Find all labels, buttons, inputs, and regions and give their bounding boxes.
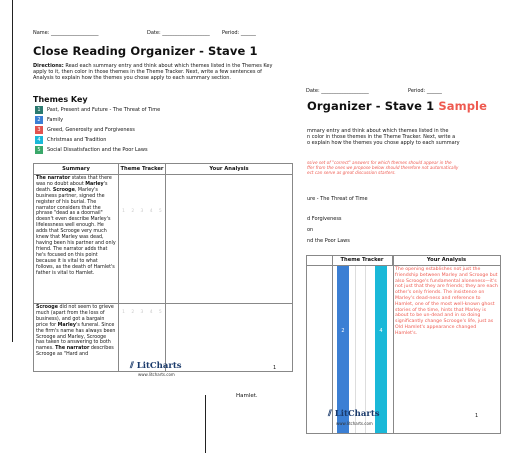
right-header-analysis: Your Analysis	[426, 257, 467, 263]
left-document-page	[27, 27, 299, 379]
sample-label: Sample	[438, 99, 487, 113]
right-theme-fragment-1: ure - The Threat of Time	[307, 196, 368, 202]
right-header-date: Date: ___________________	[306, 88, 369, 94]
analysis-cell[interactable]	[166, 304, 293, 372]
summary-cell	[34, 175, 119, 304]
right-litcharts-url: www.litcharts.com	[336, 421, 373, 426]
left-page-title: Close Reading Organizer - Stave 1	[33, 44, 258, 58]
theme-swatch-3: 3	[35, 126, 43, 134]
tracker-numbers: 1 2 3 4 5	[122, 310, 162, 315]
right-theme-fragment-5: nd the Poor Laws	[307, 238, 350, 244]
right-header-period: Period: ______	[408, 88, 442, 94]
summary-name: Marley	[85, 181, 104, 187]
analysis-cell[interactable]	[166, 175, 293, 304]
left-litcharts-url: www.litcharts.com	[138, 372, 175, 377]
litcharts-mark-icon: ⫽	[328, 409, 332, 419]
summary-text: describes Scrooge as "Hard and	[36, 346, 114, 358]
right-theme-table	[306, 255, 501, 434]
left-directions: Directions: Read each summary entry and think about which themes listed in the Themes Key apply to it, then color in those themes in the Theme Tracker. Next, write a few sentences of Analysis to explain how the themes you chose apply to each summary section.	[33, 63, 273, 81]
right-header-theme-tracker: Theme Tracker	[332, 256, 393, 265]
theme-label-4: Christmas and Tradition	[47, 137, 107, 143]
theme-swatch-2: 2	[35, 116, 43, 124]
left-header-period: Period: ______	[222, 30, 256, 36]
page-edge-bottom-divider	[205, 395, 206, 453]
close-reading-table	[33, 163, 293, 372]
themes-key-list	[35, 106, 265, 156]
themes-key-heading: Themes Key	[33, 95, 88, 104]
right-litcharts-logo: ⫽ LitCharts	[328, 409, 380, 419]
summary-text: states that there was no doubt about	[36, 176, 112, 187]
left-header-name: Name: ___________________	[33, 30, 99, 36]
summary-name: The narrator	[36, 176, 71, 181]
summary-name: Scrooge	[36, 305, 58, 310]
left-page-number: 1	[273, 365, 277, 371]
theme-bar-christmas: 4	[375, 266, 387, 433]
theme-label-3: Greed, Generosity and Forgiveness	[47, 127, 135, 133]
theme-swatch-1: 1	[35, 106, 43, 114]
theme-swatch-5: 5	[35, 146, 43, 154]
summary-name: The narrator	[55, 346, 90, 352]
theme-bar-family: 2	[337, 266, 349, 433]
right-document-page	[300, 85, 500, 430]
right-page-title: Organizer - Stave 1 Sample	[307, 99, 487, 113]
theme-label-5: Social Dissatisfaction and the Poor Laws	[47, 147, 148, 153]
right-theme-tracker-cell	[333, 266, 393, 433]
right-theme-fragment-4: on	[307, 227, 314, 233]
summary-cell	[34, 304, 119, 372]
header-theme-tracker: Theme Tracker	[119, 164, 166, 175]
summary-text: 's death.	[36, 181, 108, 193]
header-your-analysis: Your Analysis	[166, 164, 293, 175]
right-note: ssive set of "correct" answers for which themes should appear in the ffer from the ones we propose below should therefore not automatically ect can serve as great discussion starters.	[307, 160, 459, 176]
theme-label-1: Past, Present and Future - The Threat of Time	[47, 107, 161, 113]
tracker-numbers: 1 2 3 4 5	[122, 209, 162, 214]
summary-text: 's funeral. Since the firm's name has always been Scrooge and Marley, Scrooge has taken to answering to both names.	[36, 322, 116, 352]
header-summary: Summary	[34, 164, 119, 175]
theme-label-2: Family	[47, 117, 64, 123]
right-directions: mmary entry and think about which themes listed in the n color in those themes in the Theme Tracker. Next, write a o explain how the themes you chose apply to each summary	[307, 128, 460, 146]
theme-swatch-4: 4	[35, 136, 43, 144]
summary-name: Marley	[57, 322, 76, 328]
table-row	[34, 175, 293, 304]
summary-text: did not seem to grieve much (apart from the loss of business), and got a bargain price for	[36, 305, 114, 328]
litcharts-mark-icon: ⫽	[130, 361, 134, 371]
right-theme-fragment-3: d Forgiveness	[307, 216, 342, 222]
left-litcharts-logo: ⫽ LitCharts	[130, 361, 182, 371]
theme-tracker-cell[interactable]	[119, 175, 166, 304]
summary-name: Scrooge	[52, 187, 75, 193]
right-page-number: 1	[475, 413, 479, 419]
right-analysis-text: The opening establishes not just the friendship between Marley and Scrooge but also Scrooge's fundamental aloneness—it's not just that they are friends; they are each other's only friends. The insistence on Marley's dead-ness and reference to Hamlet, one of the most well-known ghost stories of the time, hints that Marley is about to be un-dead and in so doing significantly change Scrooge's life, just as Old Hamlet's appearance changed Hamlet's.	[395, 267, 498, 336]
bottom-text-fragment: Hamlet.	[236, 393, 258, 399]
summary-text: , Marley's business partner, signed the register of his burial. The narrator considers that the phrase "dead as a doornail" doesn't even describe Marley's lifelessness well enough. He adds that Scrooge very much knew that Marley was dead, having been his partner and only friend. The narrator adds that he's focused on this point because it is vital to what follows, as the death of Hamlet's father is vital to Hamlet.	[36, 187, 116, 276]
page-edge-left	[12, 0, 13, 342]
left-header-date: Date: ___________________	[147, 30, 210, 36]
